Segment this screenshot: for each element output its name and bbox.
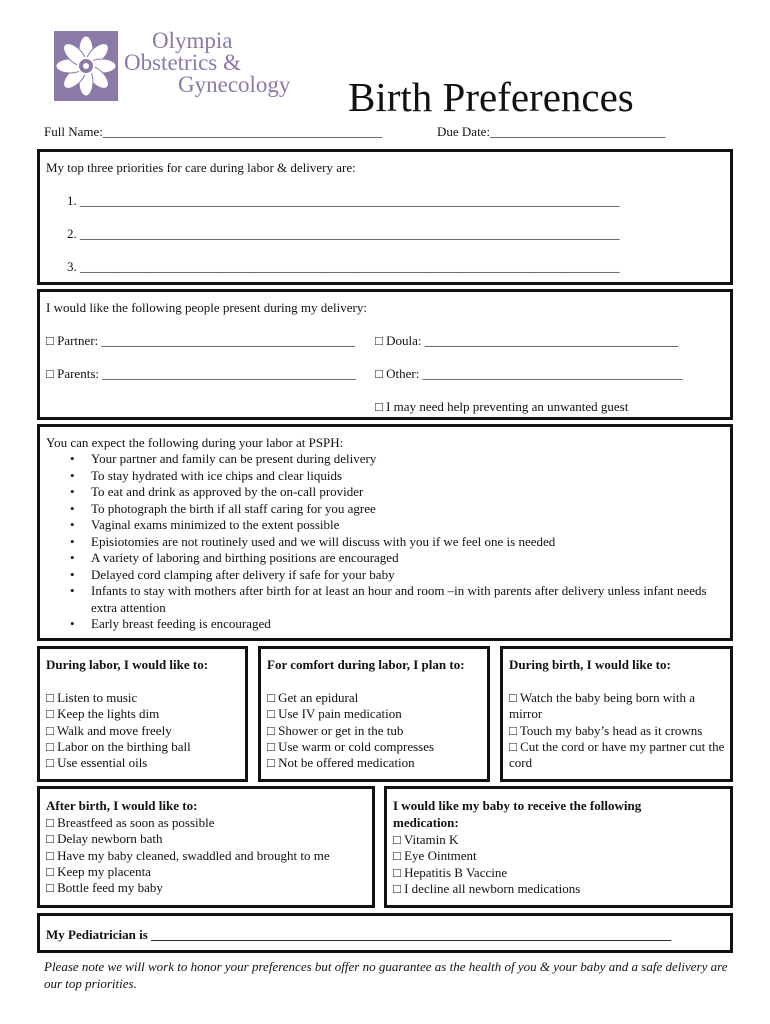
parents-option[interactable]: □ Parents: _______________________________________ [46, 366, 356, 381]
birth-option[interactable]: □ Touch my baby’s head as it crowns [509, 722, 703, 738]
expectations-list [46, 451, 722, 633]
labor-heading: During labor, I would like to: [46, 657, 209, 672]
disclaimer-note: Please note we will work to honor your preferences but offer no guarantee as the health of you & your baby and a safe delivery are our top priorities. [44, 959, 728, 991]
comfort-options [267, 690, 434, 771]
after-birth-option[interactable]: □ Delay newborn bath [46, 831, 163, 847]
logo-flower-icon [54, 31, 118, 101]
medication-option[interactable]: □ Vitamin K [393, 832, 459, 847]
birth-options [509, 690, 727, 771]
full-name-field[interactable]: Full Name:___________________________________________ [44, 124, 383, 139]
after-birth-options [46, 815, 330, 896]
comfort-heading: For comfort during labor, I plan to: [267, 657, 465, 672]
after-birth-option[interactable]: □ Bottle feed my baby [46, 880, 163, 896]
logo-line-3: Gynecology [178, 72, 291, 97]
list-item: • Your partner and family can be present during delivery [46, 451, 722, 468]
labor-option[interactable]: □ Keep the lights dim [46, 706, 160, 722]
due-date-field[interactable]: Due Date:___________________________ [437, 124, 666, 139]
priorities-heading: My top three priorities for care during labor & delivery are: [46, 160, 356, 175]
labor-options [46, 690, 191, 771]
unwanted-guest-option[interactable]: □ I may need help preventing an unwanted guest [375, 399, 629, 414]
partner-option[interactable]: □ Partner: _______________________________________ [46, 333, 356, 348]
after-birth-option[interactable]: □ Breastfeed as soon as possible [46, 815, 215, 830]
list-item: • To eat and drink as approved by the on-call provider [46, 484, 722, 501]
labor-option[interactable]: □ Use essential oils [46, 755, 148, 771]
list-item: • Infants to stay with mothers after birth for at least an hour and room –in with parents after delivery unless infant needs extra attention [46, 583, 722, 616]
labor-option[interactable]: □ Listen to music [46, 690, 138, 705]
expectations-heading: You can expect the following during your labor at PSPH: [46, 435, 344, 450]
list-item: • Delayed cord clamping after delivery if safe for your baby [46, 567, 722, 584]
page-title: Birth Preferences [348, 74, 634, 120]
medication-option[interactable]: □ I decline all newborn medications [393, 880, 581, 896]
after-birth-heading: After birth, I would like to: [46, 798, 198, 813]
logo-line-2: Obstetrics & [124, 50, 241, 75]
medication-options [393, 832, 580, 897]
comfort-option[interactable]: □ Use IV pain medication [267, 706, 402, 722]
comfort-option[interactable]: □ Shower or get in the tub [267, 722, 404, 738]
priority-line-2[interactable]: 2. ___________________________________________________________________________________ [67, 226, 620, 241]
list-item: • Early breast feeding is encouraged [46, 616, 722, 633]
comfort-option[interactable]: □ Get an epidural [267, 690, 359, 705]
logo-wordmark [124, 30, 290, 96]
other-option[interactable]: □ Other: ________________________________________ [375, 366, 683, 381]
comfort-option[interactable]: □ Not be offered medication [267, 755, 415, 771]
birth-heading: During birth, I would like to: [509, 657, 671, 672]
birth-option[interactable]: □ Cut the cord or have my partner cut the cord [509, 738, 725, 771]
after-birth-option[interactable]: □ Keep my placenta [46, 863, 151, 879]
medication-heading: I would like my baby to receive the following [393, 798, 642, 813]
labor-option[interactable]: □ Labor on the birthing ball [46, 738, 191, 754]
list-item: • Episiotomies are not routinely used and we will discuss with you if we feel one is needed [46, 534, 722, 551]
list-item: • To photograph the birth if all staff caring for you agree [46, 501, 722, 518]
comfort-option[interactable]: □ Use warm or cold compresses [267, 738, 435, 754]
logo-line-1: Olympia [152, 28, 233, 53]
medication-option[interactable]: □ Hepatitis B Vaccine [393, 864, 508, 880]
birth-option[interactable]: □ Watch the baby being born with a mirror [509, 690, 695, 722]
doula-option[interactable]: □ Doula: _______________________________________ [375, 333, 679, 348]
list-item: • To stay hydrated with ice chips and clear liquids [46, 468, 722, 485]
pediatrician-field[interactable]: My Pediatrician is ________________________________________________________________________________ [46, 927, 672, 942]
after-birth-option[interactable]: □ Have my baby cleaned, swaddled and brought to me [46, 847, 330, 863]
people-heading: I would like the following people present during my delivery: [46, 300, 367, 315]
labor-option[interactable]: □ Walk and move freely [46, 722, 172, 738]
medication-option[interactable]: □ Eye Ointment [393, 848, 477, 864]
priority-line-3[interactable]: 3. ___________________________________________________________________________________ [67, 259, 620, 274]
list-item: • A variety of laboring and birthing positions are encouraged [46, 550, 722, 567]
priority-line-1[interactable]: 1. ___________________________________________________________________________________ [67, 193, 620, 208]
list-item: • Vaginal exams minimized to the extent possible [46, 517, 722, 534]
medication-heading-2: medication: [393, 815, 459, 830]
